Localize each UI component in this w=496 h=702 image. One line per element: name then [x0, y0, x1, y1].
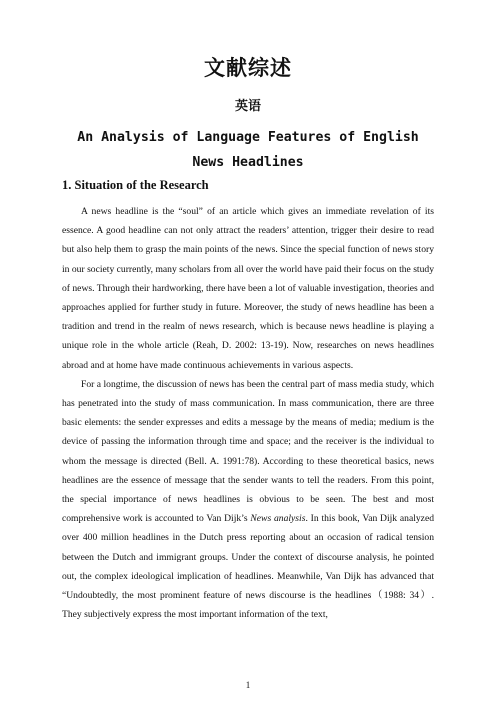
document-title: 文献综述	[204, 56, 292, 80]
book-title: News analysis	[250, 513, 306, 525]
paragraph-2-text-a: For a longtime, the discussion of news has been the central part of mass media study, which has penetrated into the study of mass communication. In mass communication, there are three basic elements: the sender expresses and edits a message by the means of media; medium is the device of passing the information through time and space; and the receiver is the individual to whom the message is directed (Bell. A. 1991:78). According to these theoretical basics, news headlines are the essence of message that the sender wants to tell the readers. From this point, the special importance of news headlines is obvious to be seen. The best and most comprehensive work is accounted to Van Dijk’s	[62, 378, 434, 525]
paragraph-2-text-b: . In this book, Van Dijk analyzed over 400 million headlines in the Dutch press reporting about an occasion of radical tension between the Dutch and immigrant groups. Under the context of discourse analysis, he pointed out, the complex ideological implication of headlines. Meanwhile, Van Dijk has advanced that “Undoubtedly, the most prominent feature of news discourse is the headlines（1988: 34）. They subjectively express the most important information of the text,	[62, 513, 435, 621]
section-heading: 1. Situation of the Research	[62, 178, 209, 192]
paragraph-1: A news headline is the “soul” of an article which gives an immediate revelation of its essence. A good headline can not only attract the readers’ attention, trigger their desire to read but also help them to grasp the main points of the news. Since the special function of news story in our society currently, many scholars from all over the world have paid their focus on the study of news. Through their hardworking, there have been a lot of valuable investigation, theories and approaches applied for further study in future. Moreover, the study of news headline has been a tradition and trend in the realm of news research, which is because news headline is playing a unique role in the whole article (Reah, D. 2002: 13-19). Now, researches on news headlines abroad and at home have made continuous achievements in various aspects.	[62, 206, 435, 371]
paragraph-2	[62, 375, 434, 625]
page-number: 1	[245, 680, 251, 690]
paper-title: An Analysis of Language Features of English News Headlines	[77, 130, 419, 170]
body-text	[62, 202, 434, 624]
subject-label: 英语	[234, 99, 261, 114]
